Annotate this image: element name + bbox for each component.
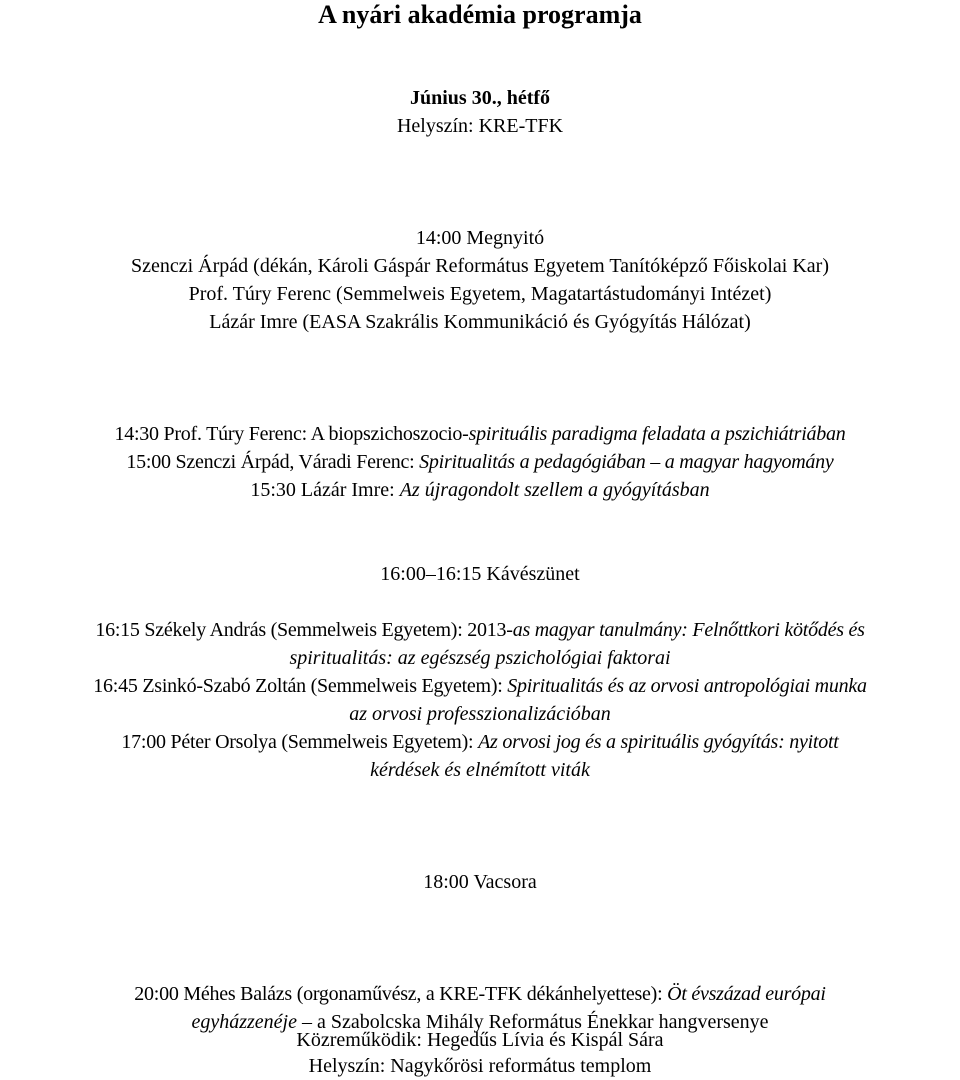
opening-speaker-3: Lázár Imre (EASA Szakrális Kommunikáció és Gyógyítás Hálózat) (209, 311, 751, 333)
dinner: 18:00 Vacsora (423, 871, 537, 893)
talk-1700 (0, 728, 960, 756)
talk-1430-lead: 14:30 Prof. Túry Ferenc: A biopszichoszocio- (114, 423, 469, 445)
talk-1500-title: Spiritualitás a pedagógiában – a magyar hagyomány (419, 451, 834, 473)
talk-1645-title-cont: az orvosi professzionalizációban (349, 703, 611, 725)
page-title: A nyári akadémia programja (318, 0, 642, 29)
concert-title: Öt évszázad európai (667, 983, 826, 1005)
talk-1500-lead: 15:00 Szenczi Árpád, Váradi Ferenc: (126, 451, 420, 473)
concert (0, 980, 960, 1008)
day-date: Június 30., hétfő (409, 87, 551, 109)
talk-1530-lead: 15:30 Lázár Imre: (250, 479, 400, 501)
talk-1430-title: spirituális paradigma feladata a pszichiátriában (468, 423, 846, 445)
concert-title-cont: egyházzenéje (191, 1011, 297, 1033)
talk-1645-title: Spiritualitás és az orvosi antropológiai munka (507, 675, 867, 697)
talk-1500 (0, 448, 960, 476)
day-venue: Helyszín: KRE-TFK (396, 115, 564, 137)
concert-choir: – a Szabolcska Mihály Református Énekkar hangversenye (297, 1011, 769, 1033)
talk-1700-lead: 17:00 Péter Orsolya (Semmelweis Egyetem): (121, 731, 479, 753)
concert-lead: 20:00 Méhes Balázs (orgonaművész, a KRE-TFK dékánhelyettese): (134, 983, 668, 1005)
talk-1615 (0, 616, 960, 644)
talk-1615-title-cont: spiritualitás: az egészség pszichológiai faktorai (289, 647, 671, 669)
talk-1615-title: as magyar tanulmány: Felnőttkori kötődés és (512, 619, 865, 641)
talk-1645 (0, 672, 960, 700)
coffee-break: 16:00–16:15 Kávészünet (380, 563, 580, 585)
opening-title: 14:00 Megnyitó (415, 227, 545, 249)
opening-speaker-1: Szenczi Árpád (dékán, Károli Gáspár Református Egyetem Tanítóképző Főiskolai Kar) (130, 255, 829, 277)
talk-1700-title-cont: kérdések és elnémított viták (370, 759, 590, 781)
talk-1615-lead: 16:15 Székely András (Semmelweis Egyetem): 2013- (95, 619, 513, 641)
concert-performers: Közreműködik: Hegedűs Lívia és Kispál Sára (296, 1029, 664, 1051)
talk-1530 (0, 476, 960, 504)
concert-venue: Helyszín: Nagykőrösi református templom (308, 1055, 652, 1077)
talk-1700-title: Az orvosi jog és a spirituális gyógyítás: nyitott (478, 731, 839, 753)
talk-1430 (0, 420, 960, 448)
talk-1645-lead: 16:45 Zsinkó-Szabó Zoltán (Semmelweis Egyetem): (93, 675, 508, 697)
opening-speaker-2: Prof. Túry Ferenc (Semmelweis Egyetem, Magatartástudományi Intézet) (188, 283, 772, 305)
talk-1530-title: Az újragondolt szellem a gyógyításban (399, 479, 710, 501)
